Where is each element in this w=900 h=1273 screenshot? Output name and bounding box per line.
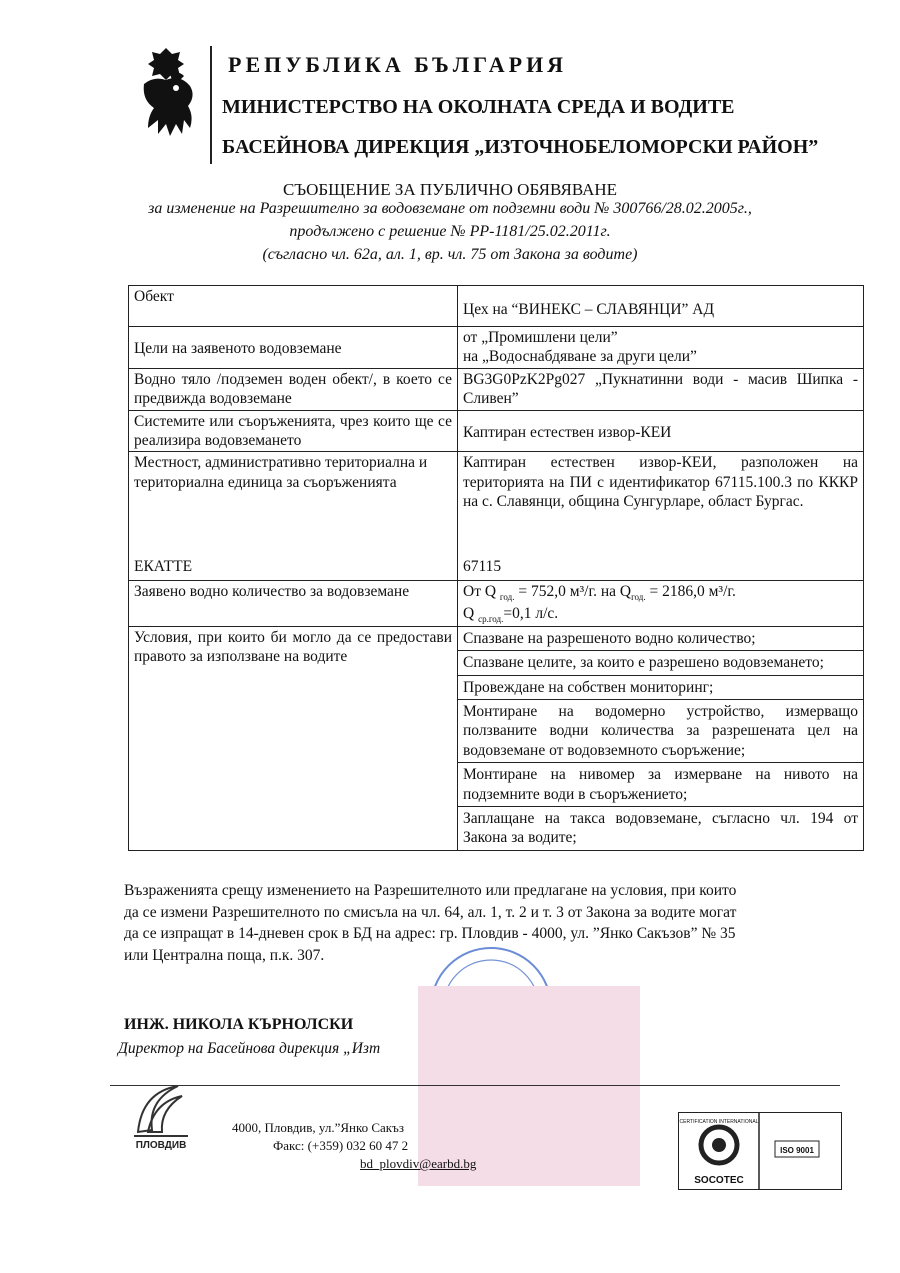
condition-item: Монтиране на нивомер за измерване на нивото на подземните води в съоръжението;: [458, 762, 863, 806]
table-row: [129, 327, 864, 369]
row-label-object: Обект: [129, 286, 458, 327]
notice-subtitle-3: (съгласно чл. 62а, ал. 1, вр. чл. 75 от Закона за водите): [262, 246, 638, 263]
table-row: [129, 410, 864, 452]
row-label-quantity: Заявено водно количество за водовземане: [129, 581, 458, 627]
notice-subtitle-1: за изменение на Разрешително за водовземане от подземни води № 300766/28.02.2005г.,: [148, 200, 752, 217]
header-divider: [210, 46, 212, 164]
permit-details-table: [128, 285, 864, 851]
row-value-water-body: BG3G0PzK2Pg027 „Пукнатинни води - масив Шипка - Сливен”: [458, 368, 864, 410]
conditions-list: [458, 626, 864, 850]
table-row: [129, 626, 864, 850]
footer-address: 4000, Пловдив, ул.”Янко Сакъз: [232, 1120, 404, 1135]
row-label-water-body: Водно тяло /подземен воден обект/, в което се предвижда водовземане: [129, 368, 458, 410]
iso-certification-badge: [678, 1112, 842, 1190]
plovdiv-logo-icon: [128, 1082, 194, 1152]
header-directorate: БАСЕЙНОВА ДИРЕКЦИЯ „ИЗТОЧНОБЕЛОМОРСКИ РАЙОН”: [222, 136, 819, 158]
condition-item: Спазване целите, за които е разрешено водовземането;: [458, 650, 863, 674]
row-value-quantity: От Q $_{год.}$ = 752,0 м³/г. на $Q_{год.} = 2186,0$ м³/г. Q $_{ср.год.}$=0,1 л/с.: [458, 581, 864, 627]
header-country: РЕПУБЛИКА БЪЛГАРИЯ: [228, 52, 568, 77]
notice-subtitle-2: продължено с решение № РР-1181/25.02.2011г.: [289, 223, 611, 240]
row-value-ekatte: 67115: [463, 557, 502, 575]
condition-item: Провеждане на собствен мониторинг;: [458, 675, 863, 699]
row-label-ekatte: ЕКАТТЕ: [134, 557, 193, 575]
purpose-to: на „Водоснабдяване за други цели”: [463, 348, 697, 366]
socotec-icon: [679, 1113, 841, 1189]
row-value-object: Цех на “ВИНЕКС – СЛАВЯНЦИ” АД: [458, 286, 864, 327]
table-row: [129, 286, 864, 327]
table-row: [129, 581, 864, 627]
svg-text:ISO 9001: ISO 9001: [780, 1146, 814, 1155]
notice-title: СЪОБЩЕНИЕ ЗА ПУБЛИЧНО ОБЯВЯВАНЕ: [282, 180, 618, 199]
coat-of-arms-icon: [130, 44, 202, 148]
svg-text:SOCOTEC: SOCOTEC: [694, 1175, 744, 1186]
footer-divider: [110, 1085, 840, 1086]
row-label-location: Местност, административно териториална и териториална единица за съоръженията: [134, 454, 428, 491]
svg-text:ПЛОВДИВ: ПЛОВДИВ: [135, 1140, 187, 1151]
table-row: [129, 368, 864, 410]
row-value-location: Каптиран естествен извор-КЕИ, разположен на територията на ПИ с идентификатор 67115.100.3 по КККР на с. Славянци, община Сунгурларе, област Бургас.: [463, 454, 858, 510]
row-label-purpose: Цели на заявеното водовземане: [129, 327, 458, 369]
svg-text:CERTIFICATION INTERNATIONAL: CERTIFICATION INTERNATIONAL: [679, 1119, 759, 1125]
footer-fax: Факс: (+359) 032 60 47 2: [273, 1138, 409, 1153]
condition-item: Монтиране на водомерно устройство, измерващо ползваните водни количества за разрешената цел на водовземане от водовземното съоръжение;: [458, 699, 863, 762]
signatory-name: ИНЖ. НИКОЛА КЪРНОЛСКИ: [124, 1016, 354, 1033]
condition-item: Спазване на разрешеното водно количество;: [463, 629, 756, 647]
table-row: [129, 452, 864, 581]
purpose-from: от „Промишлени цели”: [463, 329, 618, 346]
signatory-position: Директор на Басейнова дирекция „Изт: [118, 1040, 381, 1057]
objections-paragraph: Възраженията срещу изменението на Разрешителното или предлагане на условия, при които да се измени Разрешителното по смисъла на чл. 64, ал. 1, т. 2 и т. 3 от Закона за водите могат да се изпращат в 14-дневен срок в БД на адрес: гр. Пловдив - 4000, ул. ”Янко Сакъзов” № 35 или Централна поща, п.к. 307.: [124, 882, 737, 965]
condition-item: Заплащане на такса водовземане, съгласно чл. 194 от Закона за водите;: [458, 806, 863, 850]
footer-email[interactable]: bd_plovdiv@earbd.bg: [360, 1156, 477, 1171]
row-label-facilities: Системите или съоръженията, чрез които ще се реализира водовземането: [129, 410, 458, 452]
header-ministry: МИНИСТЕРСТВО НА ОКОЛНАТА СРЕДА И ВОДИТЕ: [222, 96, 735, 118]
row-value-facilities: Каптиран естествен извор-КЕИ: [458, 410, 864, 452]
row-label-conditions: Условия, при които би могло да се предостави правото за използване на водите: [129, 626, 458, 850]
